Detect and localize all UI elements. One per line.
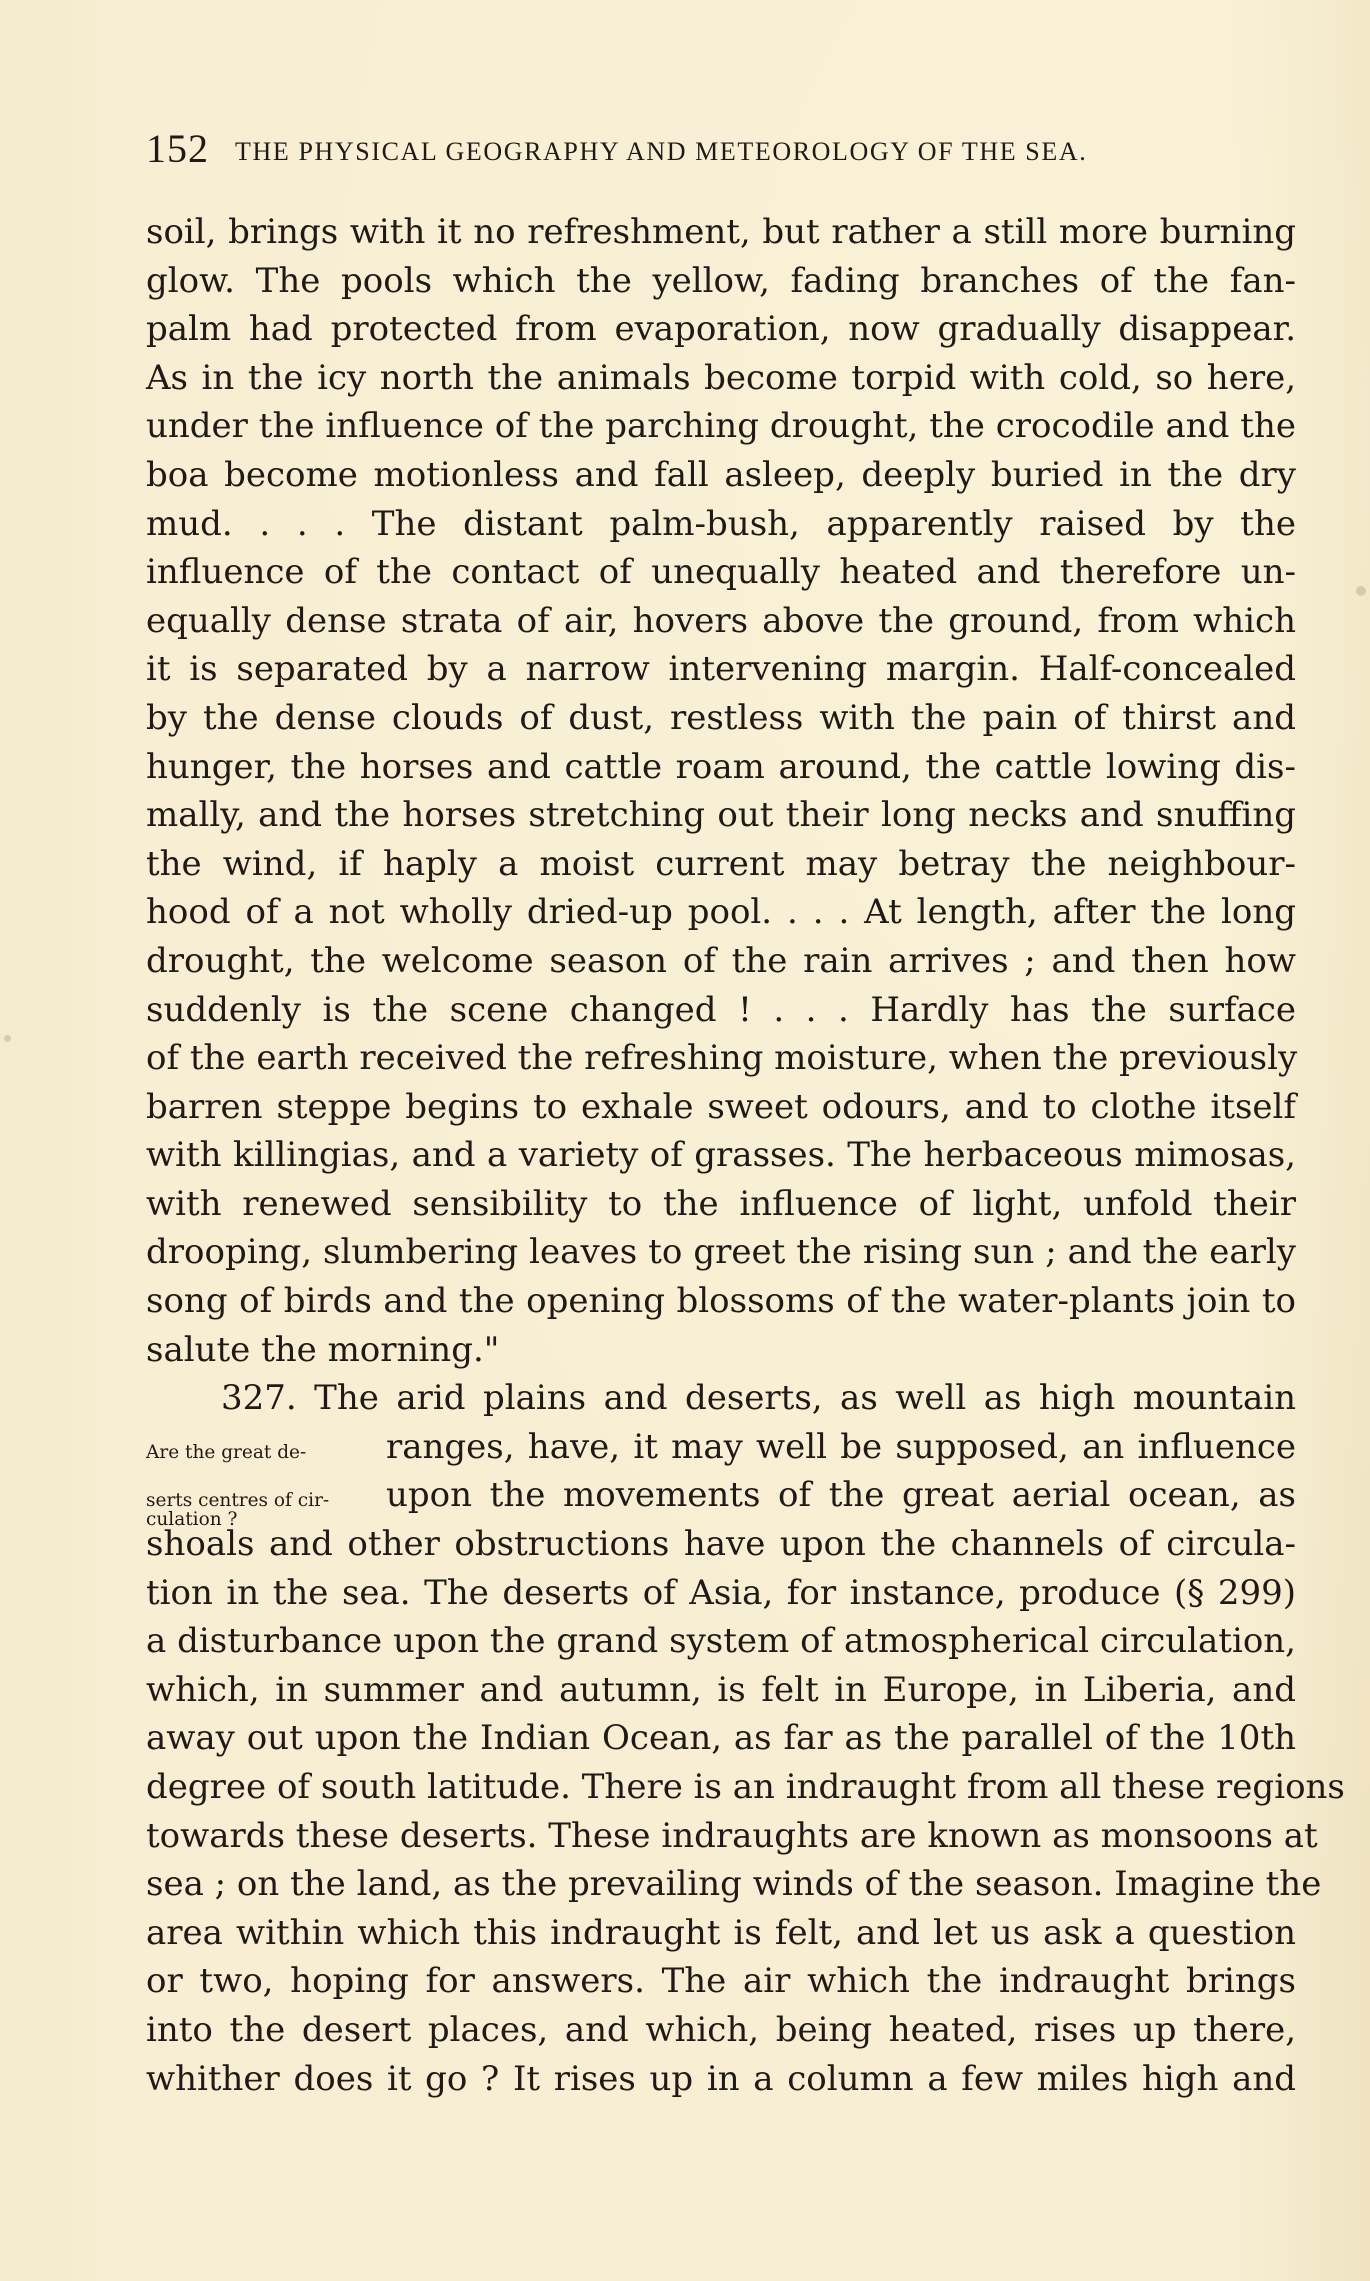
text-line: or two, hoping for answers. The air which the indraught brings (146, 1961, 1296, 2002)
text-line: of the earth received the refreshing moisture, when the previously (146, 1038, 1298, 1079)
text-line: into the desert places, and which, being heated, rises up there, (146, 2009, 1296, 2050)
paper-speck (1356, 586, 1366, 596)
text-line: the wind, if haply a moist current may betray the neighbour- (146, 843, 1296, 884)
text-line: soil, brings with it no refreshment, but rather a still more burning (146, 212, 1296, 252)
text-line: song of birds and the opening blossoms of the water-plants join to (146, 1281, 1296, 1322)
text-line: by the dense clouds of dust, restless with the pain of thirst and (146, 697, 1296, 738)
marginal-note-part-2a: serts centres of cir- (146, 1490, 330, 1512)
text-line: degree of south latitude. There is an indraught from all these regions (146, 1767, 1345, 1807)
text-line: drought, the welcome season of the rain arrives ; and then how (146, 940, 1296, 981)
text-line: drooping, slumbering leaves to greet the rising sun ; and the early (146, 1232, 1296, 1273)
text-line: palm had protected from evaporation, now gradually disappear. (146, 309, 1296, 350)
text-line: salute the morning." (146, 1329, 500, 1370)
text-line: with killingias, and a variety of grasses. The herbaceous mimosas, (146, 1135, 1296, 1176)
text-line: boa become motionless and fall asleep, deeply buried in the dry (146, 454, 1296, 495)
body-text (146, 208, 1345, 2103)
marginal-note-part-1: Are the great de- (146, 1441, 307, 1463)
text-line: which, in summer and autumn, is felt in Europe, in Liberia, and (146, 1669, 1296, 1710)
text-line: barren steppe begins to exhale sweet odours, and to clothe itself (146, 1086, 1296, 1127)
text-line: influence of the contact of unequally heated and therefore un- (146, 552, 1296, 593)
text-line: sea ; on the land, as the prevailing winds of the season. Imagine the (146, 1864, 1322, 1905)
text-line: suddenly is the scene changed ! . . . Hardly has the surface (146, 989, 1296, 1030)
section-327-first-line: 327. The arid plains and deserts, as well as high mountain (221, 1378, 1296, 1419)
text-line: upon the movements of the great aerial ocean, as (386, 1475, 1296, 1516)
marginal-note-part-2b: culation ? (146, 1508, 238, 1530)
sidenote-line-2 (146, 1471, 1296, 1530)
text-line: As in the icy north the animals become torpid with cold, so here, (146, 357, 1296, 398)
page-number: 152 (146, 126, 209, 171)
text-line: under the influence of the parching drought, the crocodile and the (146, 406, 1296, 447)
text-line: shoals and other obstructions have upon the channels of circula- (146, 1524, 1296, 1565)
text-line: a disturbance upon the grand system of atmospherical circulation, (146, 1621, 1296, 1662)
text-line: area within which this indraught is felt, and let us ask a question (146, 1912, 1296, 1953)
text-line: hunger, the horses and cattle roam around, the cattle lowing dis- (146, 746, 1296, 787)
sidenote-line-1 (146, 1423, 1296, 1472)
running-title: THE PHYSICAL GEOGRAPHY AND METEOROLOGY OF THE SEA. (235, 137, 1088, 166)
text-line: towards these deserts. These indraughts are known as monsoons at (146, 1815, 1318, 1856)
text-line: ranges, have, it may well be supposed, an influence (386, 1426, 1296, 1467)
page-header (146, 125, 1296, 181)
text-line: tion in the sea. The deserts of Asia, for instance, produce (§ 299) (146, 1572, 1296, 1613)
text-line: hood of a not wholly dried-up pool. . . . At length, after the long (146, 892, 1296, 933)
text-line: glow. The pools which the yellow, fading branches of the fan- (146, 260, 1296, 301)
text-line: mud. . . . The distant palm-bush, apparently raised by the (146, 503, 1296, 544)
text-line: with renewed sensibility to the influence of light, unfold their (146, 1183, 1296, 1224)
text-line: away out upon the Indian Ocean, as far as the parallel of the 10th (146, 1718, 1296, 1759)
paper-speck (4, 1035, 11, 1042)
text-line: it is separated by a narrow intervening margin. Half-concealed (146, 649, 1296, 690)
text-line: mally, and the horses stretching out their long necks and snuffing (146, 795, 1296, 836)
text-line: whither does it go ? It rises up in a column a few miles high and (146, 2058, 1296, 2099)
text-line: equally dense strata of air, hovers above the ground, from which (146, 600, 1296, 641)
